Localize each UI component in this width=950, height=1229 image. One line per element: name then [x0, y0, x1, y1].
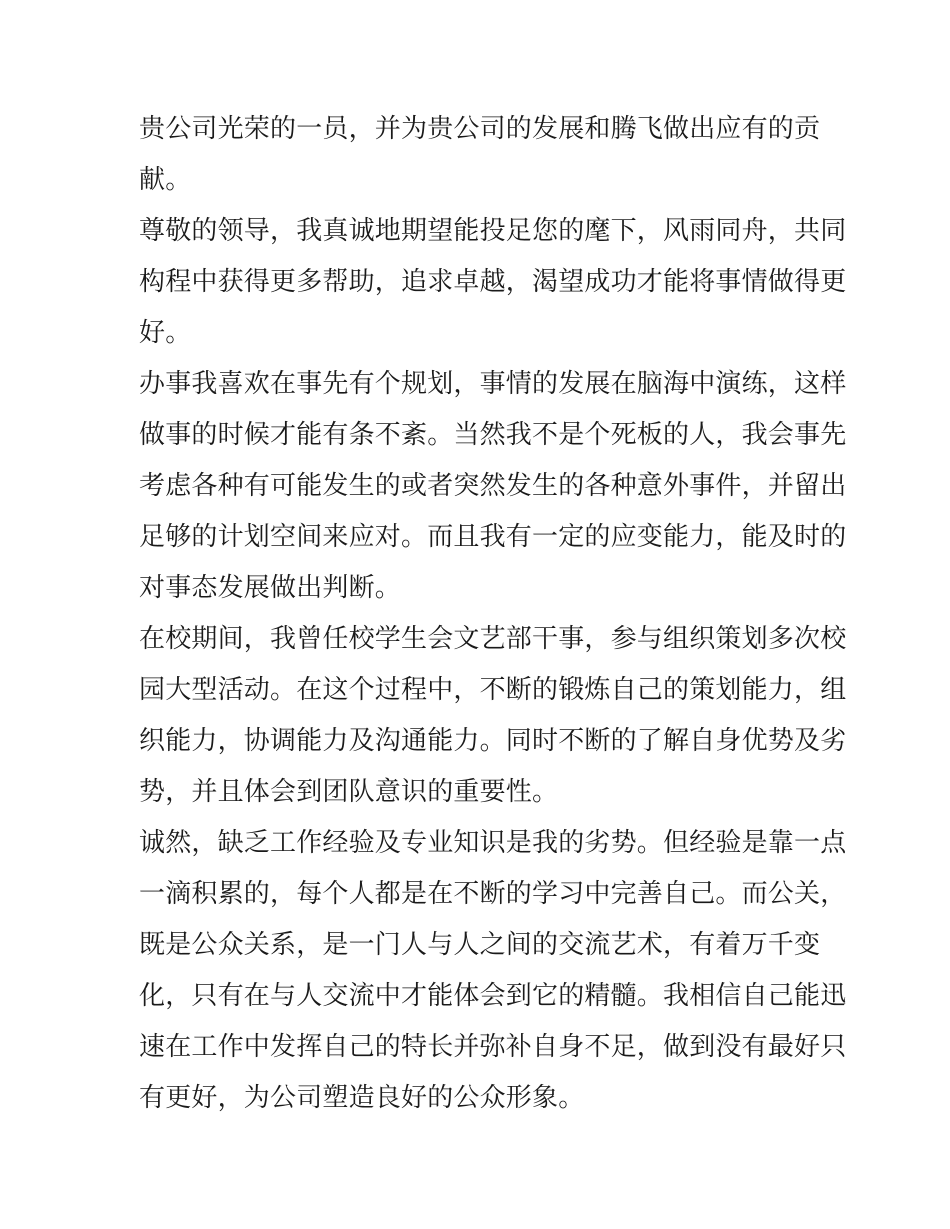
text-line: 化，只有在与人交流中才能体会到它的精髓。我相信自己能迅: [139, 981, 847, 1011]
text-line: 在校期间，我曾任校学生会文艺部干事，参与组织策划多次校: [139, 624, 847, 654]
text-line: 尊敬的领导，我真诚地期望能投足您的麾下，风雨同舟，共同: [139, 216, 847, 246]
text-line: 贵公司光荣的一员，并为贵公司的发展和腾飞做出应有的贡: [139, 114, 821, 144]
text-line: 足够的计划空间来应对。而且我有一定的应变能力，能及时的: [139, 522, 847, 552]
text-line: 势，并且体会到团队意识的重要性。: [139, 777, 559, 807]
text-line: 对事态发展做出判断。: [139, 573, 402, 603]
text-line: 织能力，协调能力及沟通能力。同时不断的了解自身优势及劣: [139, 726, 847, 756]
text-line: 一滴积累的，每个人都是在不断的学习中完善自己。而公关，: [139, 879, 847, 909]
text-line: 速在工作中发挥自己的特长并弥补自身不足，做到没有最好只: [139, 1032, 847, 1062]
text-line: 好。: [139, 318, 192, 348]
text-line: 诚然，缺乏工作经验及专业知识是我的劣势。但经验是靠一点: [139, 828, 847, 858]
text-line: 办事我喜欢在事先有个规划，事情的发展在脑海中演练，这样: [139, 369, 847, 399]
text-line: 构程中获得更多帮助，追求卓越，渴望成功才能将事情做得更: [139, 267, 847, 297]
text-line: 考虑各种有可能发生的或者突然发生的各种意外事件，并留出: [139, 471, 847, 501]
text-line: 有更好，为公司塑造良好的公众形象。: [139, 1083, 585, 1113]
text-line: 园大型活动。在这个过程中，不断的锻炼自己的策划能力，组: [139, 675, 847, 705]
text-line: 献。: [139, 165, 192, 195]
text-line: 做事的时候才能有条不紊。当然我不是个死板的人，我会事先: [139, 420, 847, 450]
text-line: 既是公众关系，是一门人与人之间的交流艺术，有着万千变: [139, 930, 821, 960]
